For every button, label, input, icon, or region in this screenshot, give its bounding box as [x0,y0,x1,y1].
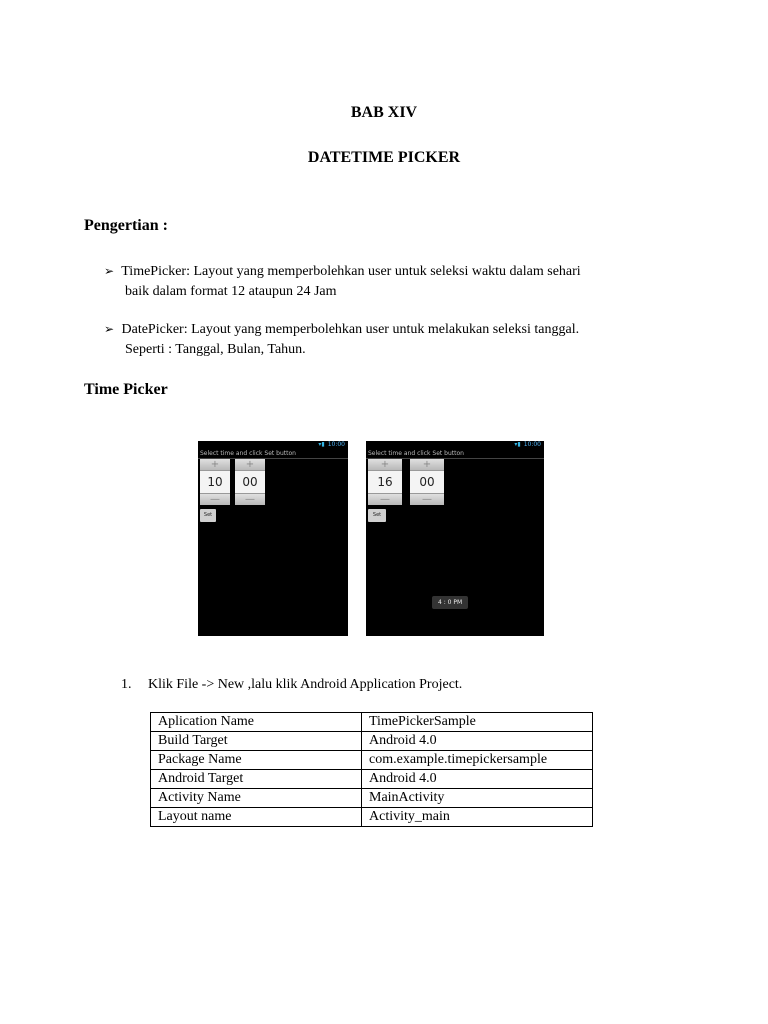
decrement-icon: — [235,494,265,505]
table-body [151,713,593,827]
table-cell-value: Android 4.0 [362,732,593,751]
status-bar [198,441,348,449]
section-heading-pengertian: Pengertian : [84,217,168,234]
increment-icon: + [410,459,444,470]
phone-screenshot-1 [198,441,348,636]
document-title: DATETIME PICKER [307,149,461,166]
step-number: 1. [121,677,132,692]
set-button: Set [368,509,386,522]
hour-spinner [200,459,230,505]
table-cell-key: Package Name [151,751,362,770]
table-row [151,770,593,789]
minute-value: 00 [410,470,444,494]
step-1 [121,677,462,693]
wifi-icon: ▾▮ [514,441,521,448]
bullet-text-line2: baik dalam format 12 ataupun 24 Jam [125,284,337,299]
table-row [151,808,593,827]
minute-spinner [410,459,444,505]
decrement-icon: — [368,494,402,505]
table-cell-value: Activity_main [362,808,593,827]
table-row [151,789,593,808]
increment-icon: + [235,459,265,470]
bullet-timepicker [104,261,581,302]
decrement-icon: — [200,494,230,505]
minute-value: 00 [235,470,265,494]
phone-screenshot-2 [366,441,544,636]
bullet-datepicker [104,319,579,360]
table-cell-value: TimePickerSample [362,713,593,732]
table-row [151,713,593,732]
table-row [151,732,593,751]
status-bar [366,441,544,449]
hour-value: 16 [368,470,402,494]
section-heading-time-picker: Time Picker [84,381,168,398]
status-time: 10:00 [523,441,541,448]
table-cell-value: Android 4.0 [362,770,593,789]
increment-icon: + [200,459,230,470]
arrow-bullet-icon: ➢ [104,264,115,278]
chapter-title: BAB XIV [350,104,418,121]
set-button: Set [200,509,216,522]
arrow-bullet-icon: ➢ [104,322,115,336]
table-cell-key: Activity Name [151,789,362,808]
bullet-text-line2: Seperti : Tanggal, Bulan, Tahun. [125,342,306,357]
step-text: Klik File -> New ,lalu klik Android Application Project. [148,677,463,692]
prompt-text: Select time and click Set button [366,449,544,459]
wifi-icon: ▾▮ [318,441,325,448]
table-cell-key: Android Target [151,770,362,789]
table-cell-key: Build Target [151,732,362,751]
decrement-icon: — [410,494,444,505]
table-row [151,751,593,770]
hour-value: 10 [200,470,230,494]
bullet-text-line1: DatePicker: Layout yang memperbolehkan user untuk melakukan seleksi tanggal. [121,322,580,337]
increment-icon: + [368,459,402,470]
hour-spinner [368,459,402,505]
table-cell-key: Layout name [151,808,362,827]
toast-message: 4 : 0 PM [432,596,468,609]
bullet-text-line1: TimePicker: Layout yang memperbolehkan user untuk seleksi waktu dalam sehari [121,264,581,279]
status-time: 10:00 [327,441,345,448]
minute-spinner [235,459,265,505]
table-cell-key: Aplication Name [151,713,362,732]
table-cell-value: com.example.timepickersample [362,751,593,770]
table-cell-value: MainActivity [362,789,593,808]
prompt-text: Select time and click Set button [198,449,348,459]
project-settings-table [150,712,593,827]
